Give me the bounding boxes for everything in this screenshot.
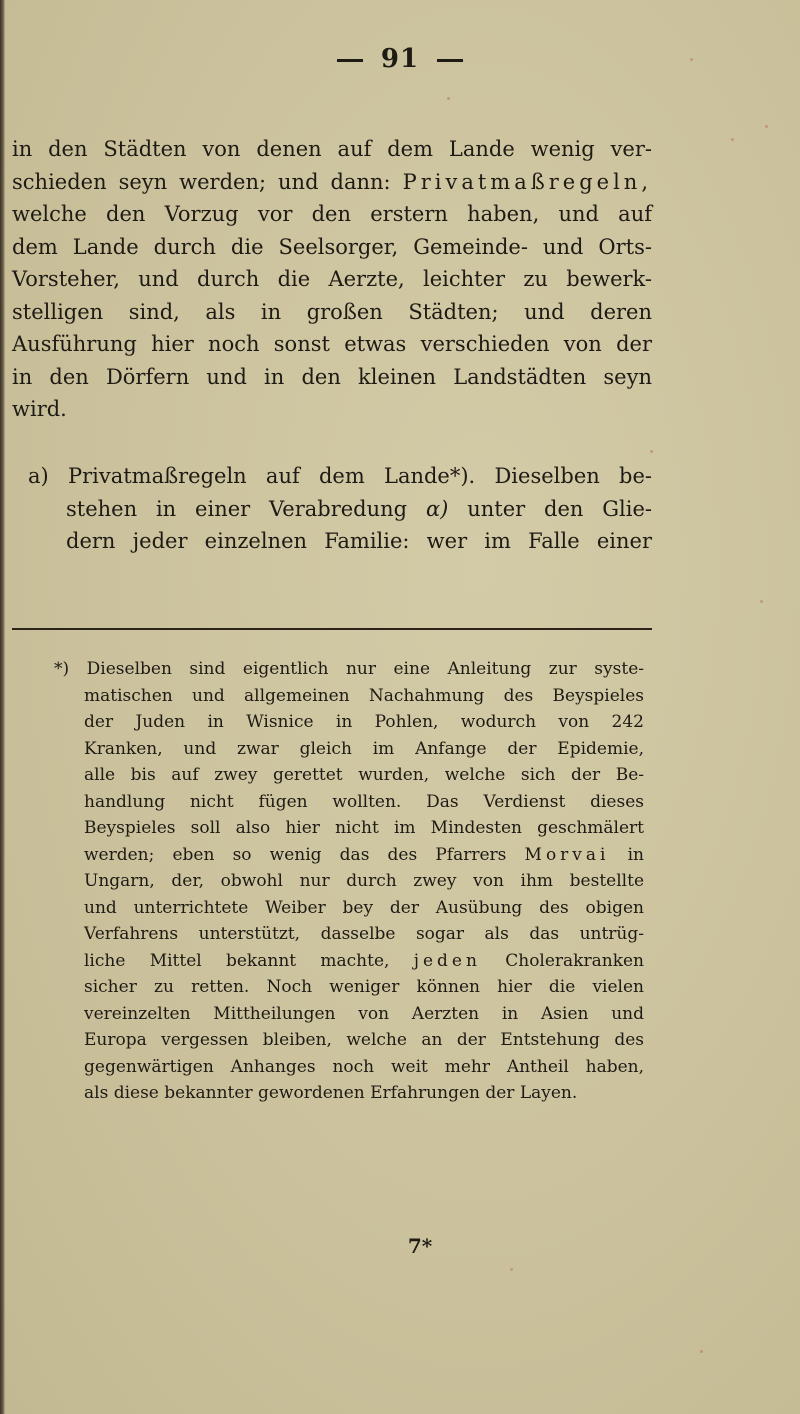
- section-heading-line: [12, 460, 652, 493]
- footnote-reference: *).: [449, 464, 476, 488]
- text-line: dem Lande durch die Seelsorger, Gemeinde- und Orts-: [12, 234, 652, 259]
- text-line: [12, 493, 652, 526]
- paper-speck: [510, 1268, 513, 1271]
- footnote-line: Kranken, und zwar gleich im Anfange der Epidemie,: [84, 738, 644, 759]
- text-run: werden; eben so wenig das des Pfarrers: [84, 844, 507, 865]
- footnote: [54, 656, 645, 1107]
- printer-signature-mark: 7*: [407, 1234, 433, 1258]
- emphasized-term: Privatmaßregeln,: [402, 169, 652, 194]
- footnote-line: Europa vergessen bleiben, welche an der Entstehung des: [84, 1030, 644, 1050]
- text-run: in: [627, 844, 645, 865]
- header-dash-right: [437, 59, 463, 62]
- alpha-marker: α): [425, 496, 449, 521]
- footnote-line: alle bis auf zwey gerettet wurden, welche sich der Be-: [84, 765, 644, 785]
- section-a: [12, 460, 652, 558]
- text-run: Dieselben sind eigentlich nur eine Anleitung zur syste-: [86, 659, 644, 679]
- section-marker: a): [28, 464, 49, 488]
- footnote-line: und unterrichtete Weiber bey der Ausübung des obigen: [84, 897, 644, 918]
- footnote-line: matischen und allgemeinen Nachahmung des Beyspieles: [84, 685, 644, 706]
- text-run: Dieselben be-: [494, 464, 652, 488]
- footnote-line: der Juden in Wisnice in Pohlen, wodurch von 242: [84, 712, 644, 732]
- paper-speck: [765, 125, 768, 128]
- emphasized-name: Morvai: [524, 844, 610, 865]
- text-line: wird.: [12, 397, 67, 421]
- text-line: Ausführung hier noch sonst etwas verschieden von der: [12, 332, 652, 356]
- page-number: 91: [380, 44, 420, 74]
- footnote-line: als diese bekannter gewordenen Erfahrungen der Layen.: [84, 1083, 578, 1103]
- section-heading: Privatmaßregeln auf dem Lande: [67, 464, 450, 488]
- footnote-line: [84, 842, 644, 869]
- paper-speck: [650, 450, 653, 453]
- emphasized-word: jeden: [413, 950, 481, 971]
- text-line: dern jeder einzelnen Familie: wer im Falle einer: [66, 529, 652, 553]
- text-run: Cholerakranken: [505, 950, 645, 971]
- text-line: in den Städten von denen auf dem Lande wenig ver-: [12, 137, 652, 161]
- text-line: welche den Vorzug vor den erstern haben, und auf: [12, 202, 652, 226]
- paper-speck: [760, 600, 763, 603]
- paper-speck: [447, 97, 450, 100]
- footnote-line: [84, 948, 644, 975]
- footnote-line: gegenwärtigen Anhanges noch weit mehr Antheil haben,: [84, 1056, 644, 1077]
- main-paragraph: [12, 133, 652, 426]
- text-run: liche Mittel bekannt machte,: [84, 950, 390, 971]
- footnote-line: vereinzelten Mittheilungen von Aerzten in Asien und: [84, 1003, 644, 1024]
- footnote-separator-rule: [12, 628, 652, 630]
- text-run: unter den Glie-: [467, 496, 652, 521]
- footnote-line: Verfahrens unterstützt, dasselbe sogar als das untrüg-: [84, 924, 644, 944]
- paper-speck: [731, 138, 734, 141]
- footnote-line: [54, 656, 644, 683]
- paper-speck: [700, 1350, 703, 1353]
- header-dash-left: [337, 59, 363, 62]
- footnote-line: Beyspieles soll also hier nicht im Mindesten geschmälert: [84, 818, 644, 838]
- text-line: in den Dörfern und in den kleinen Landstädten seyn: [12, 364, 652, 389]
- footnote-line: handlung nicht fügen wollten. Das Verdienst dieses: [84, 791, 644, 812]
- page-binding-edge: [0, 0, 5, 1414]
- footnote-line: Ungarn, der, obwohl nur durch zwey von ihm bestellte: [84, 871, 644, 891]
- page-header: [0, 44, 800, 74]
- text-run: stehen in einer Verabredung: [66, 496, 408, 521]
- text-line: Vorsteher, und durch die Aerzte, leichter zu bewerk-: [12, 267, 652, 291]
- text-line: [12, 166, 652, 199]
- footnote-marker: *): [54, 659, 70, 679]
- text-run: schieden seyn werden; und dann:: [12, 169, 391, 194]
- footnote-line: sicher zu retten. Noch weniger können hier die vielen: [84, 977, 644, 997]
- text-line: stelligen sind, als in großen Städten; und deren: [12, 299, 652, 324]
